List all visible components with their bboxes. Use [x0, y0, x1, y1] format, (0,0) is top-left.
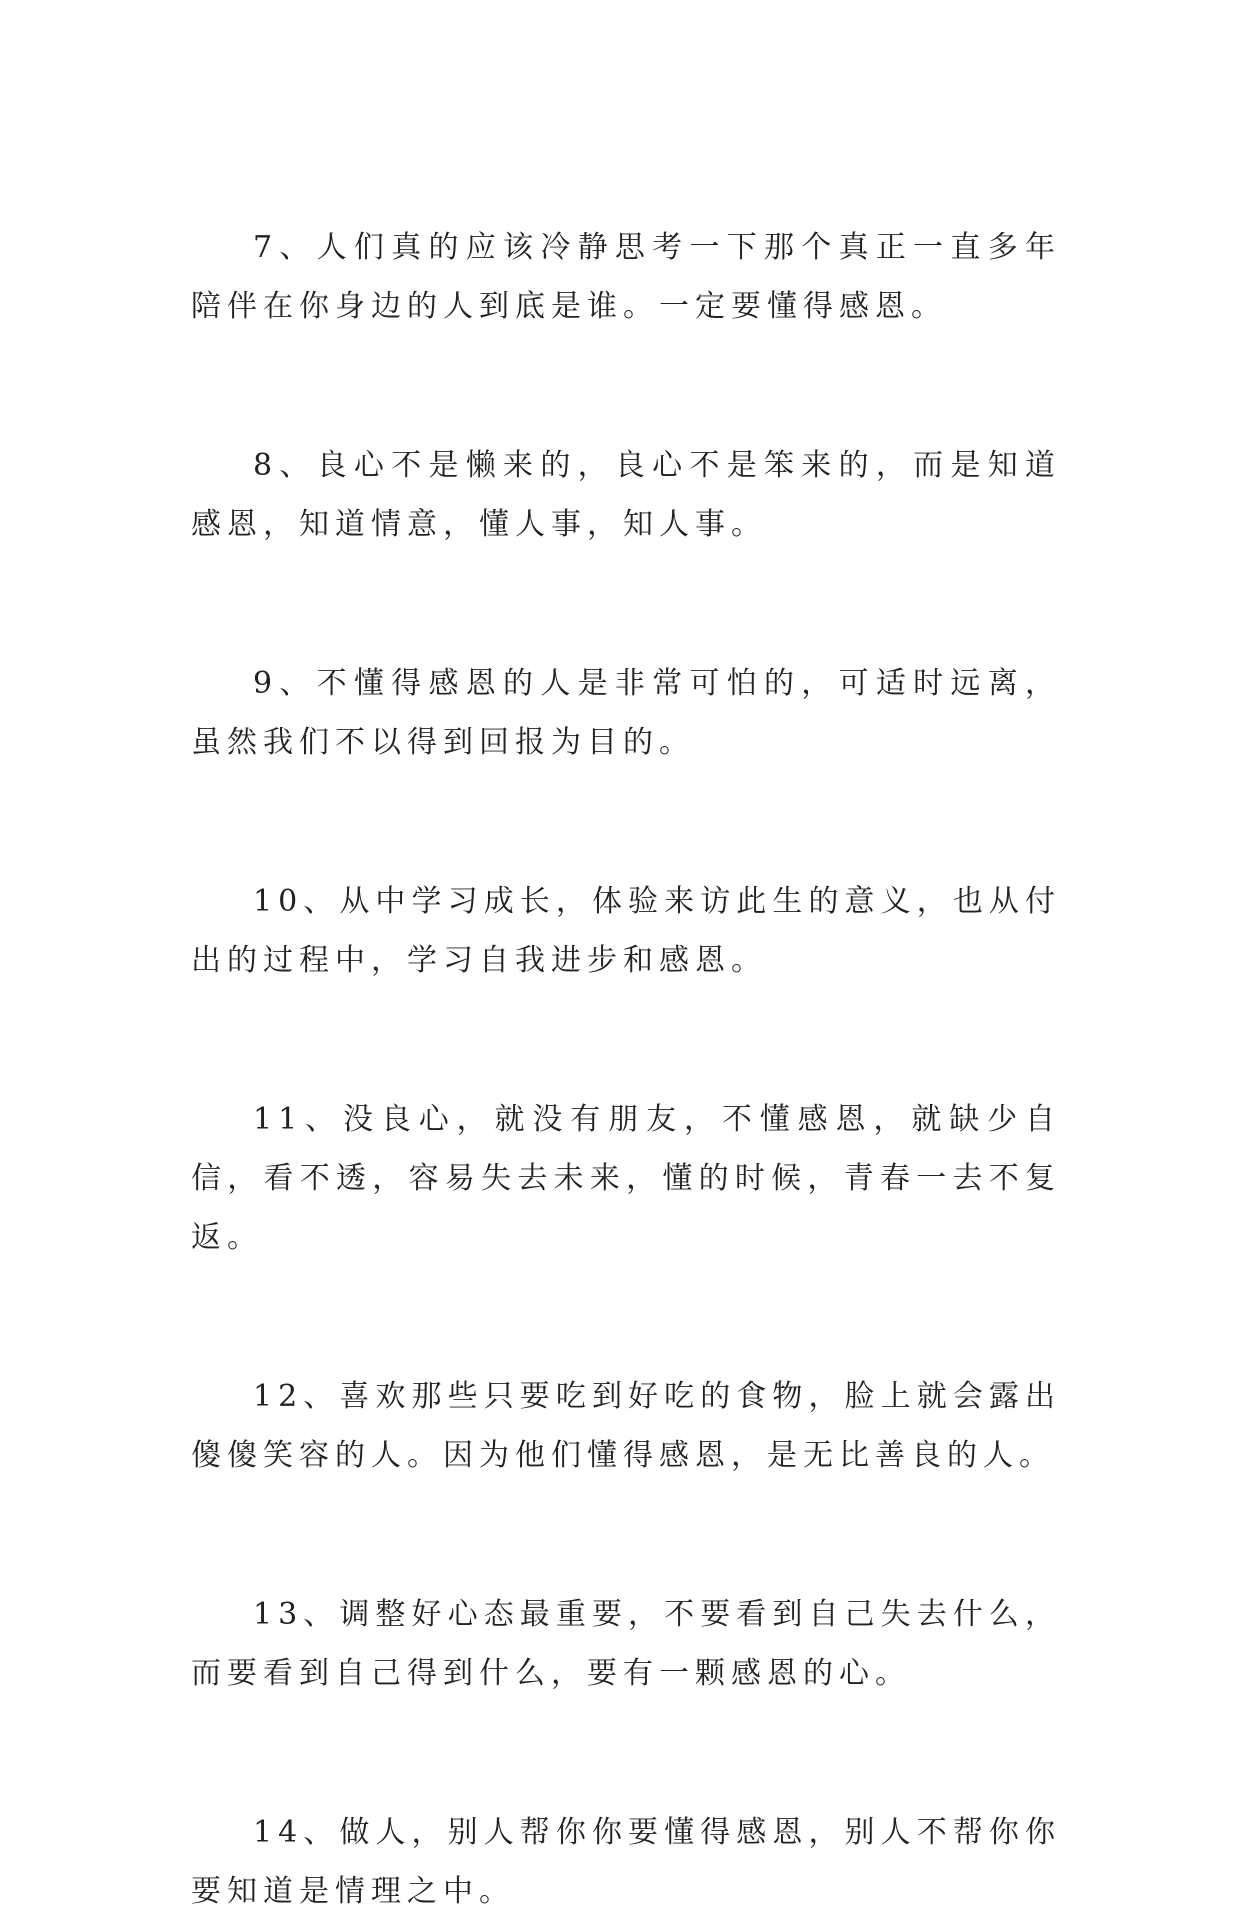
paragraph-13: 13、调整好心态最重要，不要看到自己失去什么，而要看到自己得到什么，要有一颗感恩的心。: [191, 1597, 1061, 1691]
paragraph-10: 10、从中学习成长，体验来访此生的意义，也从付出的过程中，学习自我进步和感恩。: [191, 884, 1061, 978]
paragraph-9: 9、不懂得感恩的人是非常可怕的，可适时远离，虽然我们不以得到回报为目的。: [191, 666, 1061, 760]
paragraph-14: 14、做人，别人帮你你要懂得感恩，别人不帮你你要知道是情理之中。: [191, 1815, 1061, 1909]
paragraph-8: 8、良心不是懒来的，良心不是笨来的，而是知道感恩，知道情意，懂人事，知人事。: [191, 448, 1061, 542]
paragraph-11: 11、没良心，就没有朋友，不懂感恩，就缺少自信，看不透，容易失去未来，懂的时候，青春一去不复返。: [191, 1102, 1061, 1255]
paragraph-7: 7、人们真的应该冷静思考一下那个真正一直多年陪伴在你身边的人到底是谁。一定要懂得感恩。: [191, 230, 1061, 324]
paragraph-12: 12、喜欢那些只要吃到好吃的食物，脸上就会露出傻傻笑容的人。因为他们懂得感恩，是无比善良的人。: [191, 1379, 1061, 1473]
document-body: [191, 218, 1061, 1921]
